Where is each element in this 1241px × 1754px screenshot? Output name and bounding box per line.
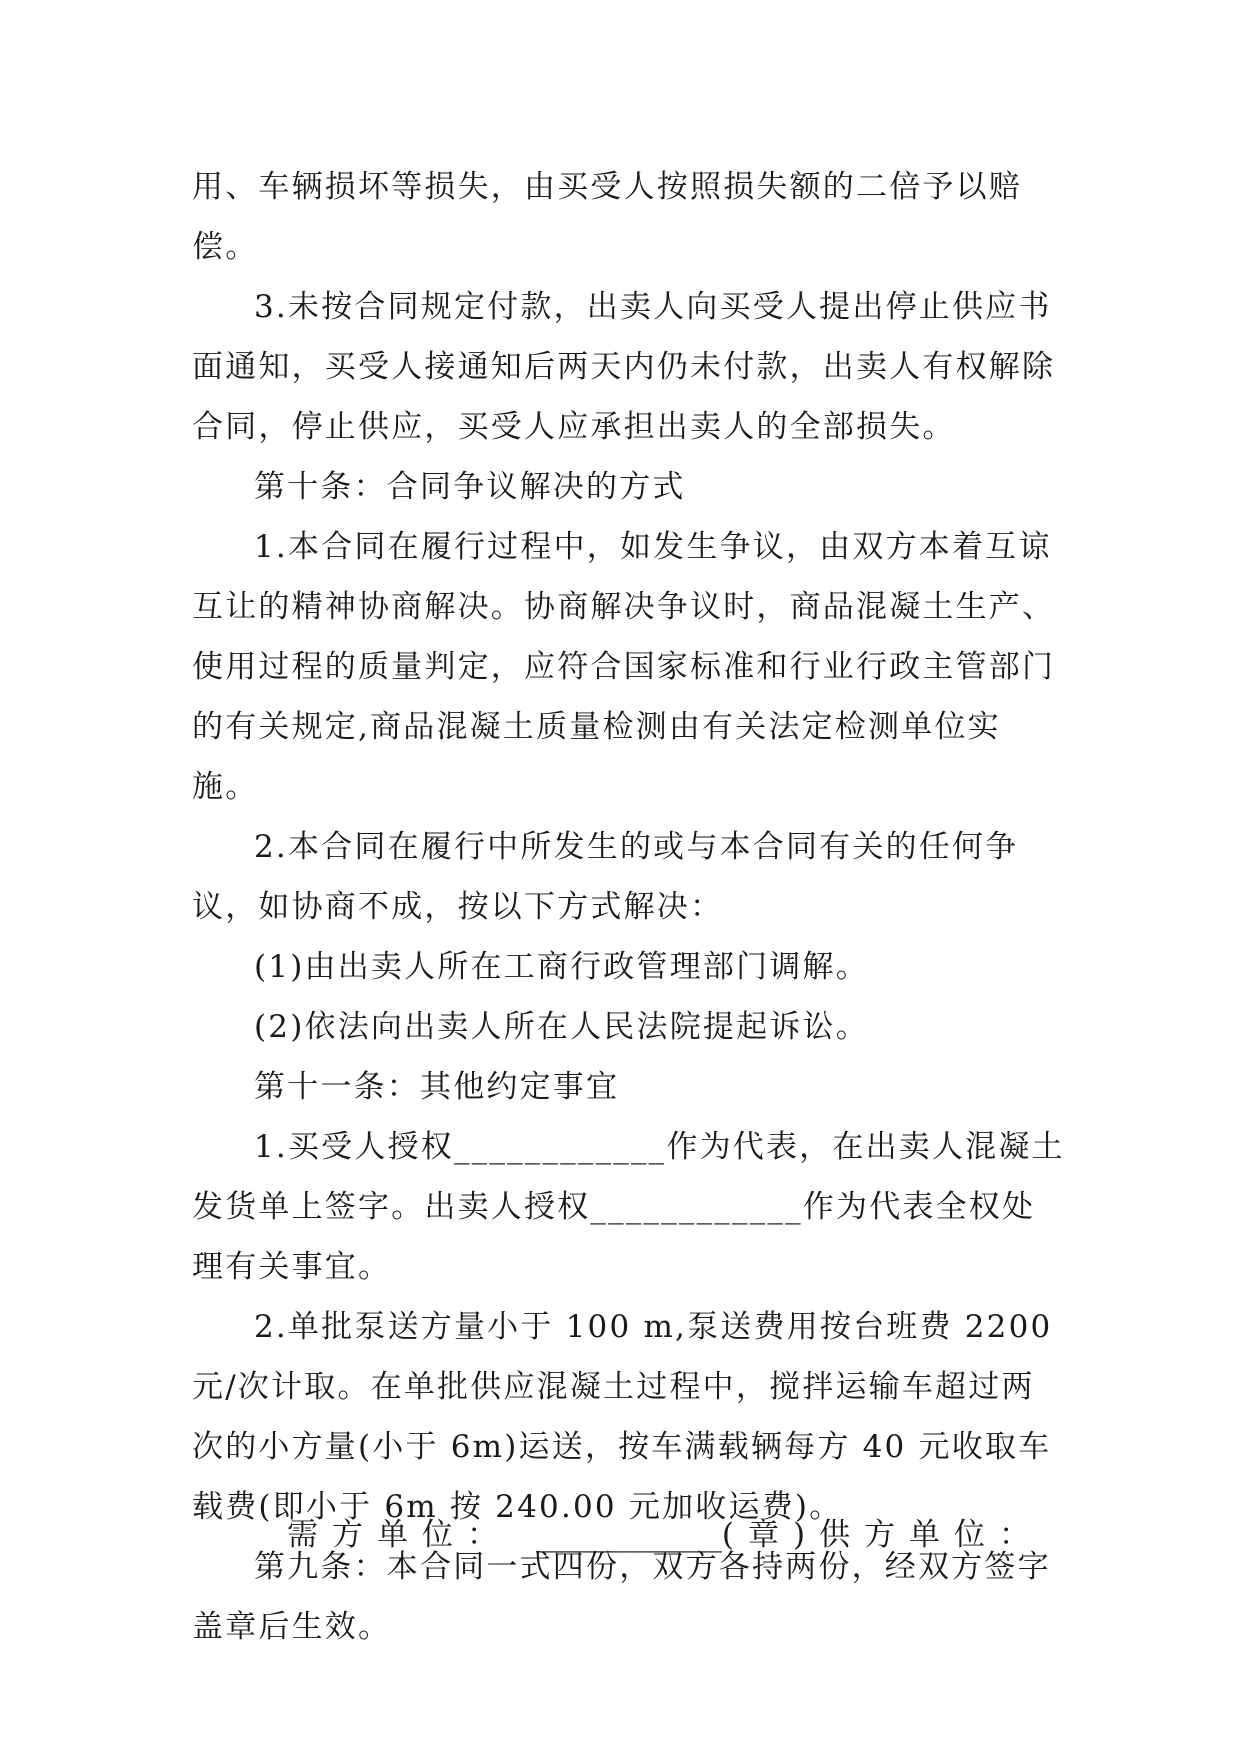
buyer-signature-blank: ____________ [535, 1517, 722, 1553]
paragraph-dispute-resolution: 2.本合同在履行中所发生的或与本合同有关的任何争议，如协商不成，按以下方式解决： [192, 829, 1019, 925]
paragraph-pumping-fees: 2.单批泵送方量小于 100 m,泵送费用按台班费 2200 元/次计取。在单批供应混凝土过程中，搅拌运输车超过两次的小方量(小于 6m)运送，按车满载辆每方 40 元收取车载费(即小于 6m 按 240.00 元加收运费)。 [192, 1309, 1065, 1525]
buyer-unit-label: 需方单位： [287, 1517, 512, 1553]
paragraph-authorization: 1.买受人授权____________作为代表，在出卖人混凝土发货单上签字。出卖人授权____________作为代表全权处理有关事宜。 [192, 1129, 1065, 1285]
signature-line [287, 1505, 1067, 1565]
paragraph-damages-continuation: 用、车辆损坏等损失，由买受人按照损失额的二倍予以赔偿。 [192, 169, 1022, 265]
heading-article-10: 第十条：合同争议解决的方式 [254, 469, 686, 505]
seal-label: (章) [721, 1517, 820, 1553]
paragraph-litigation: (2)依法向出卖人所在人民法院提起诉讼。 [254, 1009, 869, 1045]
seller-unit-label: 供方单位： [819, 1517, 1045, 1553]
paragraph-copies-effect: 第九条：本合同一式四份，双方各持两份，经双方签字盖章后生效。 [192, 1549, 1051, 1645]
paragraph-mediation: (1)由出卖人所在工商行政管理部门调解。 [254, 949, 869, 985]
paragraph-payment-default: 3.未按合同规定付款，出卖人向买受人提出停止供应书面通知，买受人接通知后两天内仍未付款，出卖人有权解除合同，停止供应，买受人应承担出卖人的全部损失。 [192, 289, 1056, 445]
heading-article-11: 第十一条：其他约定事宜 [254, 1069, 620, 1105]
paragraph-dispute-negotiation: 1.本合同在履行过程中，如发生争议，由双方本着互谅互让的精神协商解决。协商解决争议时，商品混凝土生产、使用过程的质量判定，应符合国家标准和行业行政主管部门的有关规定,商品混凝土质量检测由有关法定检测单位实施。 [192, 529, 1056, 805]
contract-body [192, 157, 1067, 1657]
